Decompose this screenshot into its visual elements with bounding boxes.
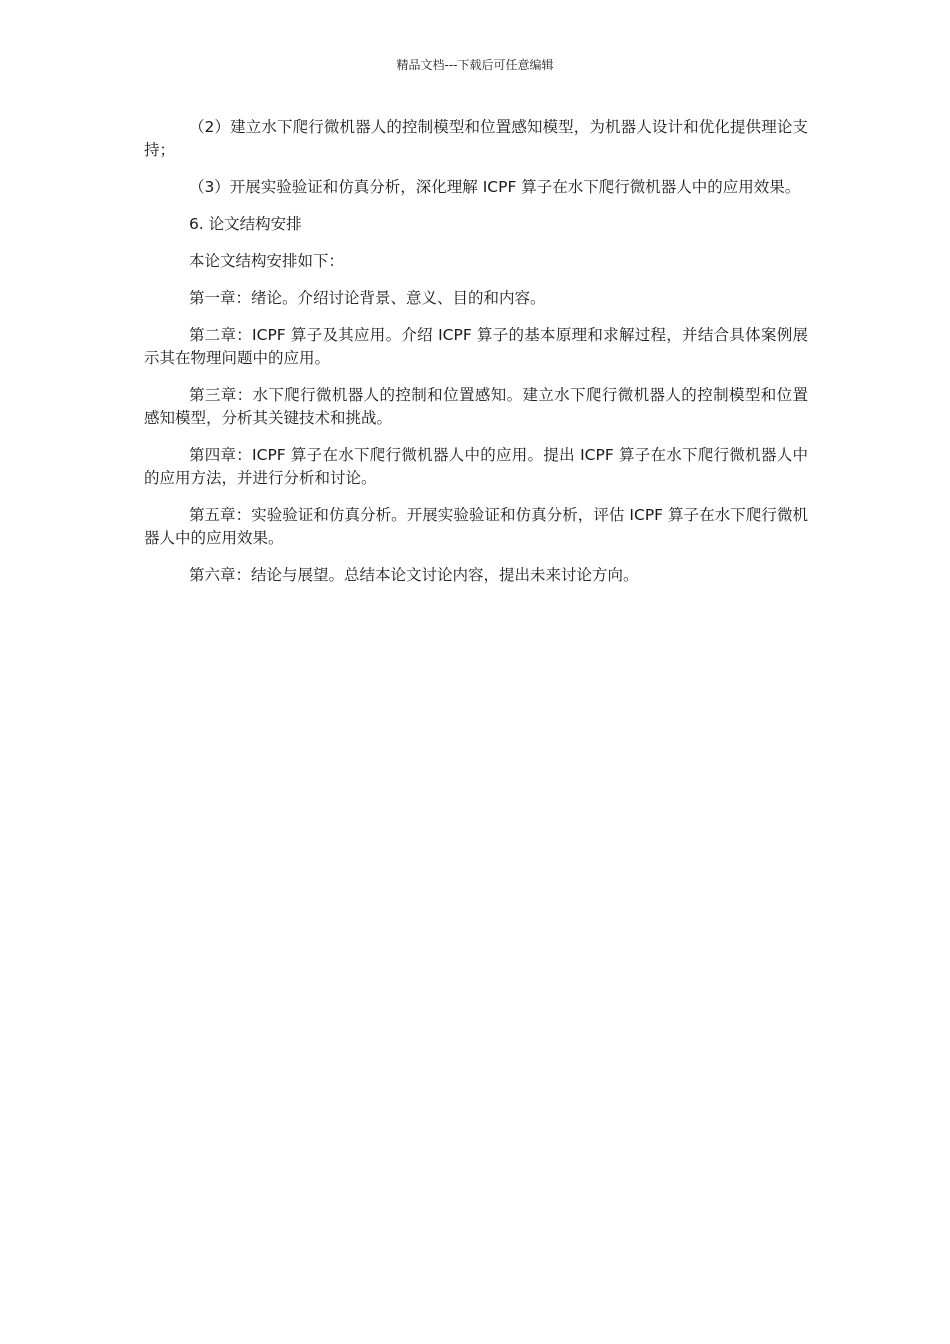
document-body <box>144 116 808 601</box>
chapter-item-2: 第二章：ICPF 算子及其应用。介绍 ICPF 算子的基本原理和求解过程，并结合具体案例展示其在物理问题中的应用。 <box>144 326 808 367</box>
paragraph-intro: 本论文结构安排如下： <box>188 252 344 270</box>
page-header: 精品文档---下载后可任意编辑 <box>396 58 554 72</box>
chapter-item-4: 第四章：ICPF 算子在水下爬行微机器人中的应用。提出 ICPF 算子在水下爬行微机器人中的应用方法，并进行分析和讨论。 <box>144 446 808 487</box>
chapter-item-5: 第五章：实验验证和仿真分析。开展实验验证和仿真分析，评估 ICPF 算子在水下爬行微机器人中的应用效果。 <box>144 506 808 547</box>
section-heading: 6. 论文结构安排 <box>188 215 302 233</box>
chapter-item-6: 第六章：结论与展望。总结本论文讨论内容，提出未来讨论方向。 <box>188 566 639 584</box>
chapter-item-3: 第三章：水下爬行微机器人的控制和位置感知。建立水下爬行微机器人的控制模型和位置感知模型，分析其关键技术和挑战。 <box>144 386 808 427</box>
list-item-objective-3: （3）开展实验验证和仿真分析，深化理解 ICPF 算子在水下爬行微机器人中的应用效果。 <box>188 178 801 196</box>
chapter-item-1: 第一章：绪论。介绍讨论背景、意义、目的和内容。 <box>188 289 546 307</box>
list-item-objective-2: （2）建立水下爬行微机器人的控制模型和位置感知模型，为机器人设计和优化提供理论支持； <box>144 118 808 159</box>
